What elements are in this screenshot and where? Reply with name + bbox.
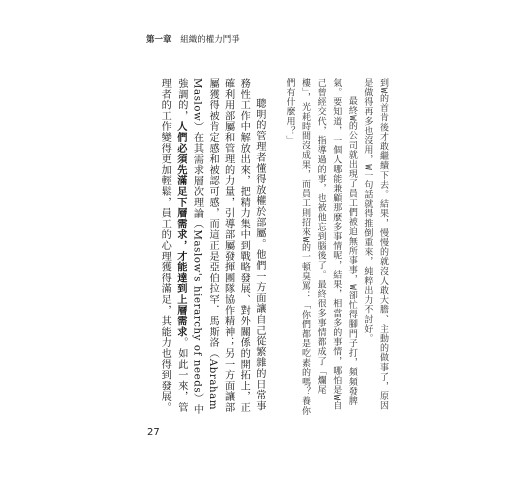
story-paragraph-2: 最終W的公司就出現了員工們被迫無所事事，W卻忙得腳門子打，頻頻發脾氣。要知道，一個人哪能兼顧那麼多事情呢，結果，相當多的事情，哪怕是W自己曾經交代，指導過的事，也被他忘到腦後了。最終很多事情都成了「爛尾樓」，光耗時間沒成果，而員工則招來W的一頓臭罵：「你們都是吃素的嗎？養你們有什麼用？」 bbox=[284, 78, 357, 416]
story-paragraph-1: 到W的首肯後才敢繼續下去。結果，慢慢的就沒人敢大膽、主動的做事了，原因是做得再多也沒用，W一句話就得推倒重來，純粹出力不討好。 bbox=[362, 78, 388, 411]
main-paragraph-block bbox=[157, 78, 267, 418]
chapter-title: 組織的權力鬥爭 bbox=[180, 35, 240, 45]
running-header bbox=[146, 33, 240, 45]
case-story-block bbox=[281, 78, 390, 418]
main-paragraph-end: 。如此一來，管理者的工作變得更加輕鬆，員工的心理獲得滿足，其能力也得到發展。 bbox=[159, 78, 187, 413]
main-paragraph bbox=[157, 78, 267, 418]
main-paragraph-start: 聰明的管理者懂得放權於部屬。他們一方面讓自己從繁雜的日常事務性工作中解放出來，把精力集中到戰略發展、對外關係的開拓上，正確利用部屬和管理的力量，引導部屬發揮團隊協作精神；另一方面讓部屬獲得被肯定感和被認可感，而這正是亞伯拉罕．馬斯洛（Abraham Maslow）在其需求層次理論（Maslow's hierarchy of needs）中強調的， bbox=[175, 78, 265, 415]
page-number: 27 bbox=[147, 427, 160, 438]
chapter-label: 第一章 bbox=[146, 35, 172, 45]
maslow-emphasis: 人們必須先滿足下層需求，才能達到上層需求 bbox=[174, 121, 187, 338]
vertical-body-text bbox=[150, 78, 390, 418]
